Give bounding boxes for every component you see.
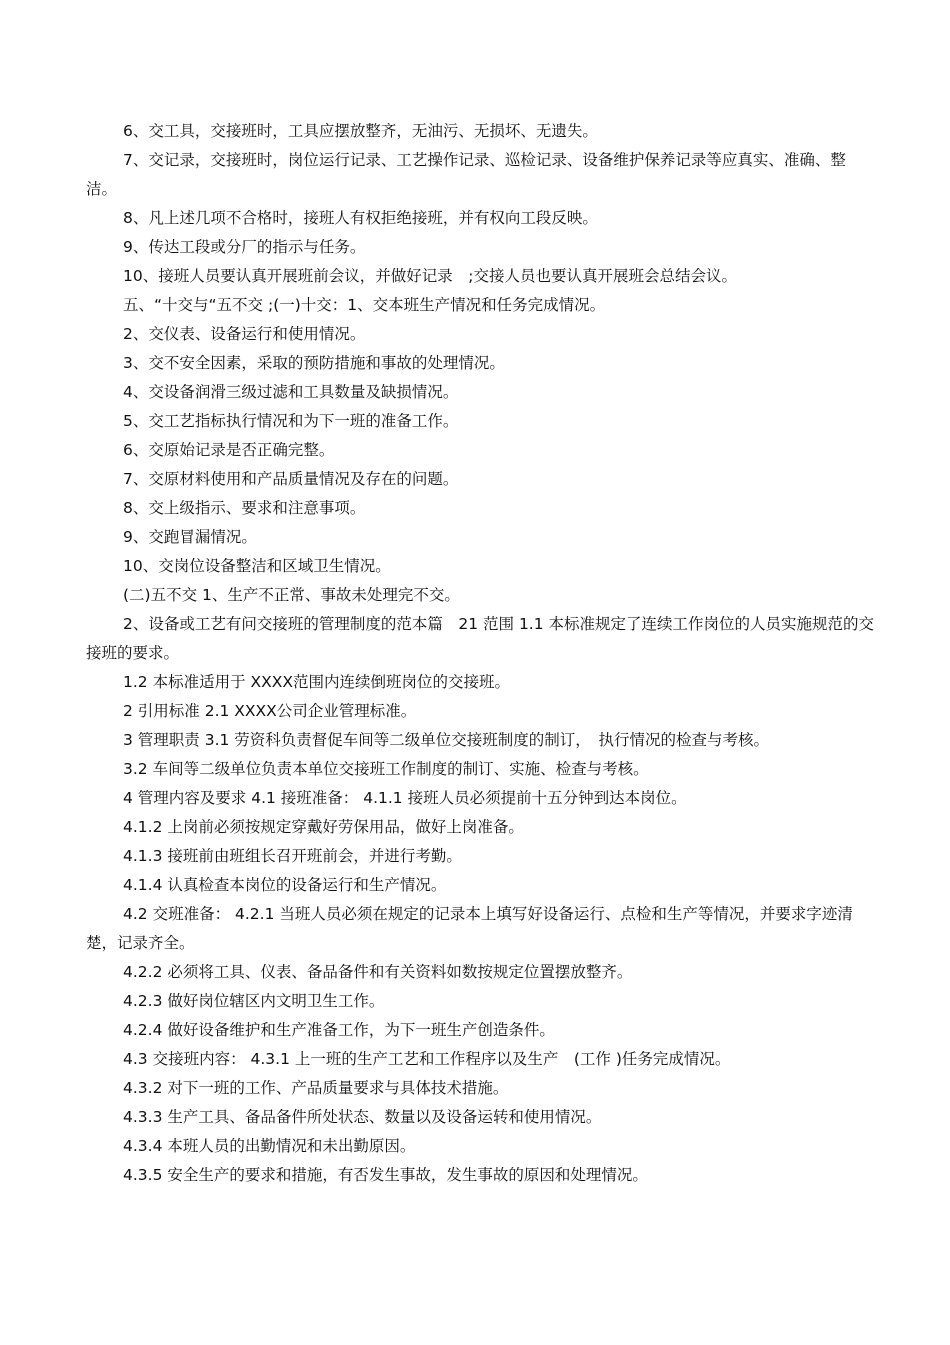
paragraph: 10、交岗位设备整洁和区域卫生情况。	[123, 557, 391, 575]
paragraph: 6、交工具，交接班时，工具应摆放整齐，无油污、无损坏、无遗失。	[123, 122, 598, 140]
paragraph: 4.3.5 安全生产的要求和措施，有否发生事故，发生事故的原因和处理情况。	[123, 1166, 648, 1184]
paragraph: 2、交仪表、设备运行和使用情况。	[123, 325, 366, 343]
paragraph: 9、交跑冒漏情况。	[123, 528, 257, 546]
paragraph: 4.2 交班准备： 4.2.1 当班人员必须在规定的记录本上填写好设备运行、点检和生产等情况，并要求字迹清楚，记录齐全。	[86, 905, 853, 952]
paragraph: 2 引用标准 2.1 XXXX公司企业管理标准。	[123, 702, 417, 720]
paragraph: 9、传达工段或分厂的指示与任务。	[123, 238, 366, 256]
paragraph: 3、交不安全因素，采取的预防措施和事故的处理情况。	[123, 354, 505, 372]
paragraph: 五、“十交与“五不交 ;(一)十交：1、交本班生产情况和任务完成情况。	[123, 296, 606, 314]
paragraph: 8、交上级指示、要求和注意事项。	[123, 499, 366, 517]
paragraph: 4.3.2 对下一班的工作、产品质量要求与具体技术措施。	[123, 1079, 509, 1097]
paragraph: 10、接班人员要认真开展班前会议，并做好记录 ;交接人员也要认真开展班会总结会议。	[123, 267, 737, 285]
paragraph: 4.1.4 认真检查本岗位的设备运行和生产情况。	[123, 876, 447, 894]
paragraph: 4.2.3 做好岗位辖区内文明卫生工作。	[123, 992, 385, 1010]
paragraph: 7、交记录，交接班时，岗位运行记录、工艺操作记录、巡检记录、设备维护保养记录等应真实、准确、整洁。	[86, 151, 846, 198]
paragraph: 4 管理内容及要求 4.1 接班准备： 4.1.1 接班人员必须提前十五分钟到达本岗位。	[123, 789, 687, 807]
paragraph: 4.2.2 必须将工具、仪表、备品备件和有关资料如数按规定位置摆放整齐。	[123, 963, 633, 981]
paragraph: 2、设备或工艺有问交接班的管理制度的范本篇 21 范围 1.1 本标准规定了连续工作岗位的人员实施规范的交接班的要求。	[86, 615, 875, 662]
paragraph: 3.2 车间等二级单位负责本单位交接班工作制度的制订、实施、检查与考核。	[123, 760, 649, 778]
paragraph: 4.1.2 上岗前必须按规定穿戴好劳保用品，做好上岗准备。	[123, 818, 524, 836]
paragraph: 5、交工艺指标执行情况和为下一班的准备工作。	[123, 412, 459, 430]
document-body	[86, 117, 876, 1190]
paragraph: 4.3.3 生产工具、备品备件所处状态、数量以及设备运转和使用情况。	[123, 1108, 602, 1126]
paragraph: 4、交设备润滑三级过滤和工具数量及缺损情况。	[123, 383, 459, 401]
paragraph: 7、交原材料使用和产品质量情况及存在的问题。	[123, 470, 459, 488]
paragraph: 1.2 本标准适用于 XXXX范围内连续倒班岗位的交接班。	[123, 673, 510, 691]
paragraph: 4.2.4 做好设备维护和生产准备工作，为下一班生产创造条件。	[123, 1021, 555, 1039]
paragraph: 4.3.4 本班人员的出勤情况和未出勤原因。	[123, 1137, 416, 1155]
paragraph: (二)五不交 1、生产不正常、事故未处理完不交。	[123, 586, 460, 604]
paragraph: 6、交原始记录是否正确完整。	[123, 441, 335, 459]
paragraph: 8、凡上述几项不合格时，接班人有权拒绝接班，并有权向工段反映。	[123, 209, 598, 227]
paragraph: 3 管理职责 3.1 劳资科负责督促车间等二级单位交接班制度的制订， 执行情况的检查与考核。	[123, 731, 770, 749]
paragraph: 4.3 交接班内容： 4.3.1 上一班的生产工艺和工作程序以及生产 (工作 )任务完成情况。	[123, 1050, 731, 1068]
paragraph: 4.1.3 接班前由班组长召开班前会，并进行考勤。	[123, 847, 462, 865]
